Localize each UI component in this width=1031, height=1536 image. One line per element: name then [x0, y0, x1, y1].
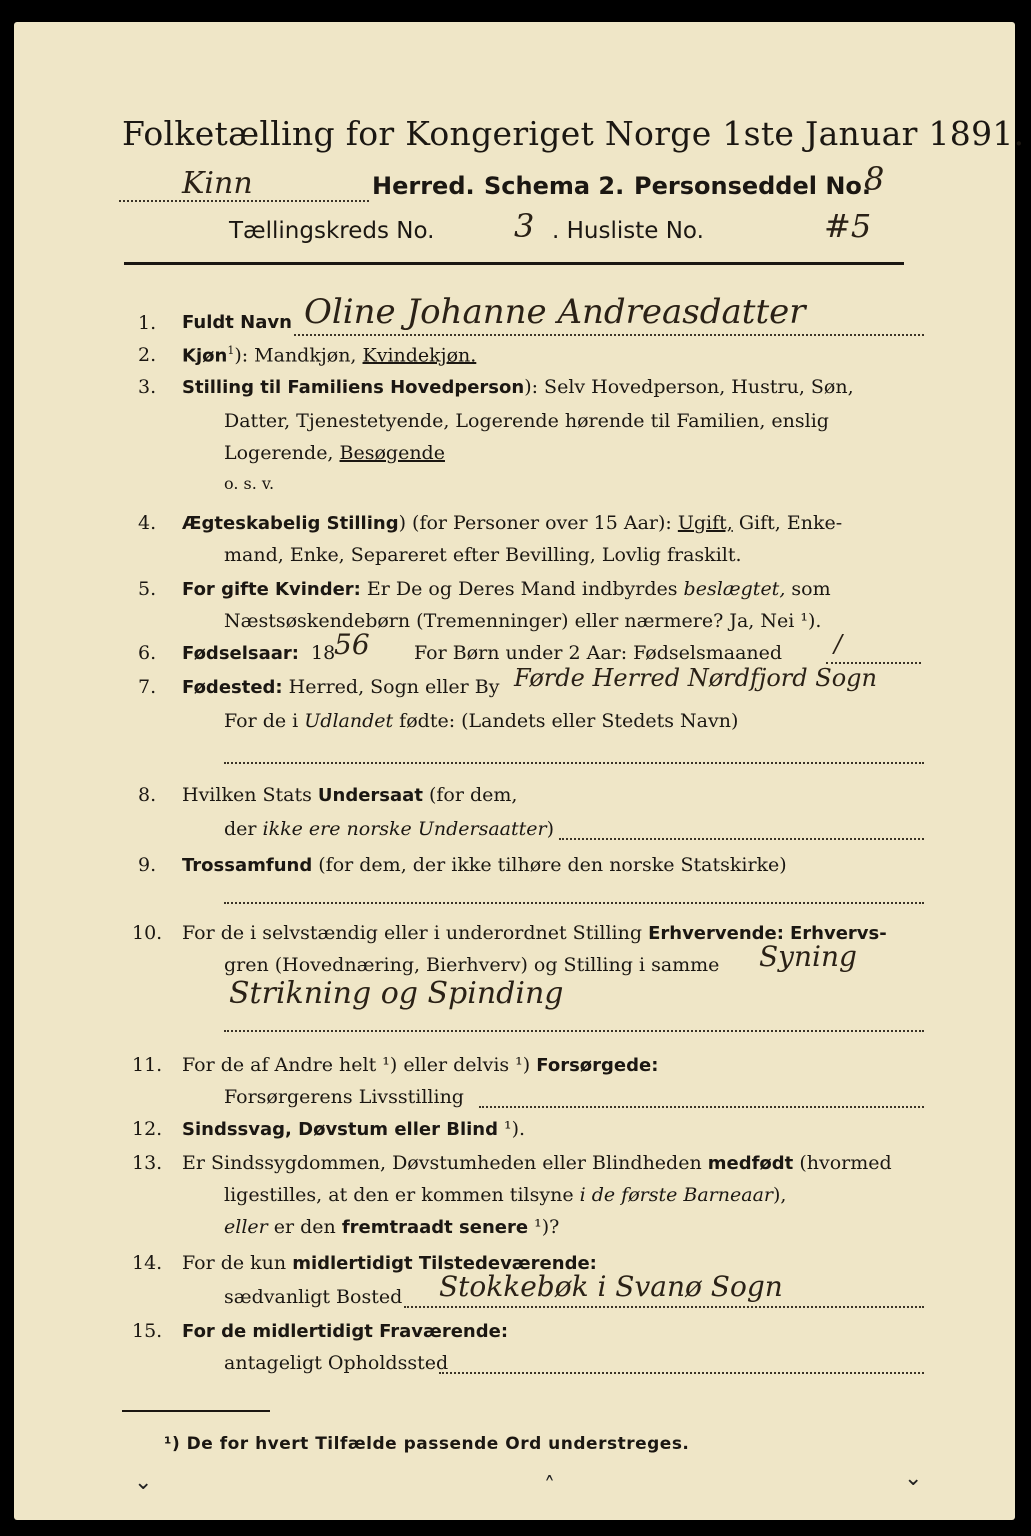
q12-line — [182, 1118, 525, 1140]
schema-label: Schema 2. — [484, 172, 625, 200]
q3-option-selected: Besøgende — [339, 442, 445, 464]
q3-line3-text: Logerende, — [224, 442, 340, 464]
taellingskreds-value: 3 — [514, 207, 535, 245]
q5-text2: som — [785, 578, 831, 600]
q3-line1-text: ): Selv Hovedperson, Hustru, Søn, — [524, 376, 854, 398]
q10-value-1: Syning — [759, 940, 857, 973]
q7-label: Fødested: — [182, 677, 283, 698]
q1-label: Fuldt Navn — [182, 312, 292, 333]
q13-text2: (hvormed — [793, 1152, 892, 1174]
q9-line — [182, 854, 787, 876]
q7-line1 — [182, 676, 500, 698]
q2-text: ): Mandkjøn, — [234, 344, 363, 367]
q2-number: 2. — [138, 344, 157, 366]
q13-line2-rest: ), — [773, 1184, 787, 1206]
q5-em: beslægtet, — [683, 578, 786, 600]
q8-field-line — [559, 838, 924, 840]
q11-line1 — [182, 1054, 658, 1076]
personseddel-value: 8 — [864, 160, 885, 198]
q13-line2-text: ligestilles, at den er kommen tilsyne — [224, 1184, 580, 1206]
q8-text1: Hvilken Stats — [182, 784, 318, 806]
q2-label: Kjøn — [182, 345, 228, 367]
q13-line3-em: eller — [224, 1216, 268, 1238]
q14-label: midlertidigt Tilstedeværende: — [292, 1253, 597, 1274]
q7-number: 7. — [138, 676, 157, 698]
q12-label: Sindssvag, Døvstum eller Blind — [182, 1119, 498, 1140]
q14-value: Stokkebøk i Svanø Sogn — [439, 1270, 783, 1303]
form-title: Folketælling for Kongeriget Norge 1ste Januar 1891. — [122, 114, 1025, 153]
q3-label: Stilling til Familiens Hovedperson — [182, 377, 525, 398]
q6-year-prefix: 18 — [311, 642, 336, 664]
census-form — [14, 22, 1025, 1520]
q4-number: 4. — [138, 512, 157, 534]
q5-line2: Næstsøskendebørn (Tremenninger) eller nærmere? Ja, Nei ¹). — [224, 610, 822, 632]
q14-field-line — [404, 1306, 924, 1308]
q7-value: Førde Herred Nørdfjord Sogn — [514, 664, 877, 692]
q1-number: 1. — [138, 312, 157, 334]
q2-option-selected: Kvindekjøn. — [362, 344, 477, 367]
q11-field-line — [479, 1106, 924, 1108]
q13-line3-label: fremtraadt senere — [341, 1217, 529, 1238]
footnote: ¹) De for hvert Tilfælde passende Ord understreges. — [164, 1434, 690, 1454]
q8-line2-em: ikke ere norske Undersaatter — [262, 818, 547, 840]
q7-line2-em: Udlandet — [304, 710, 394, 732]
q7-line2-text: For de i — [224, 710, 305, 732]
q4-option-selected: Ugift, — [677, 512, 733, 534]
q13-line2 — [224, 1184, 786, 1206]
q2-sup: 1 — [227, 344, 235, 357]
corner-mark-center-icon: ˄ — [544, 1474, 555, 1499]
q7-line2-rest: fødte: (Landets eller Stedets Navn) — [393, 710, 739, 732]
q8-line2-text: der — [224, 818, 263, 840]
q8-line1 — [182, 784, 517, 806]
q10-value-2: Strikning og Spinding — [229, 976, 564, 1011]
husliste-value: #5 — [824, 207, 872, 245]
q15-label: For de midlertidigt Fraværende: — [182, 1321, 509, 1342]
q13-line3-rest: ¹)? — [528, 1216, 560, 1238]
q5-number: 5. — [138, 578, 157, 600]
q9-text: (for dem, der ikke tilhøre den norske Statskirke) — [312, 854, 787, 876]
corner-mark-left-icon: ⌄ — [134, 1470, 153, 1495]
q6-month-value: / — [834, 630, 843, 658]
herred-label: Herred. — [372, 172, 475, 200]
q9-number: 9. — [138, 854, 157, 876]
footnote-divider — [122, 1410, 270, 1412]
q13-line2-em: i de første Barneaar — [579, 1184, 773, 1206]
q3-line2: Datter, Tjenestetyende, Logerende hørende til Familien, enslig — [224, 410, 829, 432]
q1-field-line — [294, 334, 924, 336]
q3-line4: o. s. v. — [224, 474, 275, 493]
q15-number: 15. — [132, 1320, 163, 1342]
q11-label: Forsørgede: — [536, 1055, 659, 1076]
q13-label: medfødt — [707, 1153, 794, 1174]
q10-label2: Erhvervs- — [789, 923, 887, 944]
q13-line3 — [224, 1216, 559, 1238]
q7-text: Herred, Sogn eller By — [282, 676, 500, 698]
q5-text1: Er De og Deres Mand indbyrdes — [360, 578, 684, 600]
q10-text: For de i selvstændig eller i underordnet Stilling — [182, 922, 649, 944]
q7-field-line — [224, 762, 924, 764]
q9-label: Trossamfund — [182, 855, 313, 876]
q6-label: Fødselsaar: — [182, 643, 299, 664]
q5-line1 — [182, 578, 831, 600]
q11-line2: Forsørgerens Livsstilling — [224, 1086, 464, 1108]
q13-line1 — [182, 1152, 892, 1174]
q10-number: 10. — [132, 922, 163, 944]
q12-text: ¹). — [497, 1118, 526, 1140]
q8-line2 — [224, 818, 554, 840]
q13-text1: Er Sindssygdommen, Døvstumheden eller Blindheden — [182, 1152, 708, 1174]
q9-field-line — [224, 902, 924, 904]
corner-mark-right-icon: ⌄ — [904, 1466, 923, 1491]
q8-number: 8. — [138, 784, 157, 806]
q8-label: Undersaat — [317, 785, 423, 806]
q8-line2-rest: ) — [546, 818, 554, 840]
q10-field-line — [224, 1030, 924, 1032]
q10-label: Erhvervende: — [648, 923, 784, 944]
q14-number: 14. — [132, 1252, 163, 1274]
q6-number: 6. — [138, 642, 157, 664]
q15-field-line — [439, 1372, 924, 1374]
q6-text: For Børn under 2 Aar: Fødselsmaaned — [414, 642, 783, 664]
q13-number: 13. — [132, 1152, 163, 1174]
header-divider — [124, 262, 904, 265]
q4-text: ) (for Personer over 15 Aar): — [398, 512, 678, 534]
q3-line3 — [224, 442, 445, 464]
q4-rest: Gift, Enke- — [732, 512, 843, 534]
q4-label: Ægteskabelig Stilling — [182, 513, 399, 534]
q6-year-value: 56 — [334, 628, 370, 661]
q2-line — [182, 344, 476, 366]
q14-line2: sædvanligt Bosted — [224, 1286, 403, 1308]
q7-line2 — [224, 710, 738, 732]
q3-number: 3. — [138, 376, 157, 398]
q1-name-value: Oline Johanne Andreasdatter — [304, 292, 806, 332]
personseddel-label: Personseddel No. — [634, 172, 872, 200]
q13-line3-text: er den — [267, 1216, 342, 1238]
q8-text2: (for dem, — [422, 784, 518, 806]
q14-text: For de kun — [182, 1252, 293, 1274]
husliste-label: . Husliste No. — [552, 218, 704, 244]
herred-value: Kinn — [182, 166, 253, 201]
q3-line1 — [182, 376, 854, 398]
q10-line2: gren (Hovednæring, Bierhverv) og Stilling i samme — [224, 954, 720, 976]
taellingskreds-label: Tællingskreds No. — [229, 218, 435, 244]
q5-label: For gifte Kvinder: — [182, 579, 361, 600]
q11-number: 11. — [132, 1054, 163, 1076]
q4-line1 — [182, 512, 842, 534]
q11-text: For de af Andre helt ¹) eller delvis ¹) — [182, 1054, 537, 1076]
q12-number: 12. — [132, 1118, 163, 1140]
q4-line2: mand, Enke, Separeret efter Bevilling, Lovlig fraskilt. — [224, 544, 742, 566]
q15-line2: antageligt Opholdssted — [224, 1352, 449, 1374]
